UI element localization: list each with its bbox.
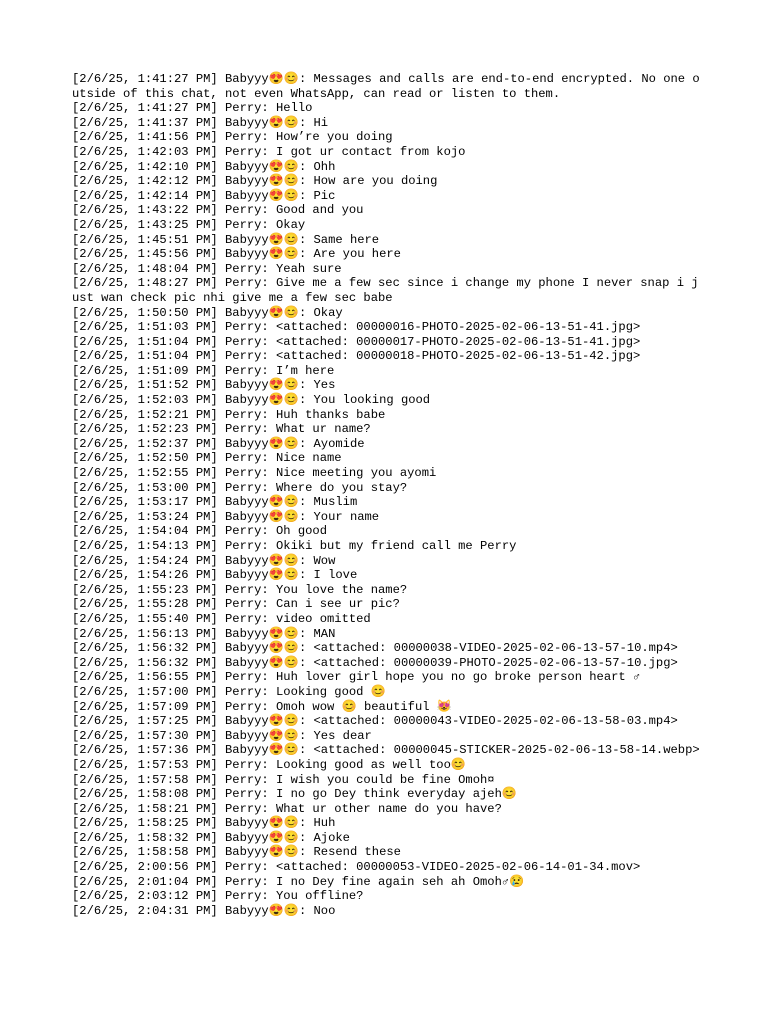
chat-line: [2/6/25, 1:56:13 PM] Babyyy😍😊: MAN — [72, 626, 336, 641]
chat-line: [2/6/25, 1:51:52 PM] Babyyy😍😊: Yes — [72, 378, 336, 393]
chat-line: [2/6/25, 1:56:32 PM] Babyyy😍😊: <attached: 00000039-PHOTO-2025-02-06-13-57-10.jpg> — [72, 655, 678, 670]
chat-line: [2/6/25, 1:42:10 PM] Babyyy😍😊: Ohh — [72, 159, 336, 174]
chat-line: [2/6/25, 1:48:04 PM] Perry: Yeah sure — [72, 261, 342, 276]
chat-line: [2/6/25, 1:52:50 PM] Perry: Nice name — [72, 451, 342, 466]
chat-line: [2/6/25, 1:56:55 PM] Perry: Huh lover girl hope you no go broke person heart ♂ — [72, 670, 641, 685]
chat-line: [2/6/25, 1:52:23 PM] Perry: What ur name? — [72, 422, 371, 437]
chat-line: [2/6/25, 1:58:32 PM] Babyyy😍😊: Ajoke — [72, 830, 350, 845]
chat-line: [2/6/25, 1:54:26 PM] Babyyy😍😊: I love — [72, 568, 358, 583]
chat-line: [2/6/25, 2:00:56 PM] Perry: <attached: 00000053-VIDEO-2025-02-06-14-01-34.mov> — [72, 860, 641, 875]
chat-line: [2/6/25, 1:57:00 PM] Perry: Looking good 😊 — [72, 684, 386, 699]
chat-line: [2/6/25, 1:58:58 PM] Babyyy😍😊: Resend these — [72, 845, 401, 860]
chat-line: [2/6/25, 1:53:17 PM] Babyyy😍😊: Muslim — [72, 495, 358, 510]
chat-line: [2/6/25, 1:58:21 PM] Perry: What ur other name do you have? — [72, 801, 502, 816]
chat-line: [2/6/25, 1:45:56 PM] Babyyy😍😊: Are you here — [72, 247, 401, 262]
chat-line: [2/6/25, 1:57:30 PM] Babyyy😍😊: Yes dear — [72, 728, 372, 743]
chat-line: [2/6/25, 1:42:14 PM] Babyyy😍😊: Pic — [72, 188, 336, 203]
chat-line: [2/6/25, 1:55:28 PM] Perry: Can i see ur pic? — [72, 597, 400, 612]
chat-line: [2/6/25, 1:57:58 PM] Perry: I wish you could be fine Omoh¤ — [72, 772, 495, 787]
chat-line: [2/6/25, 1:41:27 PM] Babyyy😍😊: Messages and calls are end-to-end encrypted. No one outside of this chat, not even WhatsApp, can read or listen to them. — [72, 72, 700, 101]
chat-line: [2/6/25, 1:52:55 PM] Perry: Nice meeting you ayomi — [72, 466, 437, 481]
chat-line: [2/6/25, 2:04:31 PM] Babyyy😍😊: Noo — [72, 903, 336, 918]
chat-line: [2/6/25, 1:53:00 PM] Perry: Where do you stay? — [72, 480, 408, 495]
chat-line: [2/6/25, 1:54:04 PM] Perry: Oh good — [72, 524, 327, 539]
chat-line: [2/6/25, 1:50:50 PM] Babyyy😍😊: Okay — [72, 305, 343, 320]
chat-line: [2/6/25, 1:51:04 PM] Perry: <attached: 00000018-PHOTO-2025-02-06-13-51-42.jpg> — [72, 349, 641, 364]
chat-line: [2/6/25, 1:52:03 PM] Babyyy😍😊: You looking good — [72, 393, 431, 408]
chat-line: [2/6/25, 1:43:25 PM] Perry: Okay — [72, 217, 306, 232]
chat-line: [2/6/25, 1:51:03 PM] Perry: <attached: 00000016-PHOTO-2025-02-06-13-51-41.jpg> — [72, 320, 641, 335]
chat-line: [2/6/25, 1:41:27 PM] Perry: Hello — [72, 101, 313, 116]
chat-line: [2/6/25, 1:56:32 PM] Babyyy😍😊: <attached: 00000038-VIDEO-2025-02-06-13-57-10.mp4> — [72, 641, 678, 656]
chat-line: [2/6/25, 1:52:37 PM] Babyyy😍😊: Ayomide — [72, 436, 365, 451]
chat-line: [2/6/25, 1:41:37 PM] Babyyy😍😊: Hi — [72, 115, 329, 130]
chat-line: [2/6/25, 1:53:24 PM] Babyyy😍😊: Your name — [72, 509, 380, 524]
chat-line: [2/6/25, 1:52:21 PM] Perry: Huh thanks babe — [72, 407, 386, 422]
chat-line: [2/6/25, 1:55:23 PM] Perry: You love the name? — [72, 582, 408, 597]
chat-line: [2/6/25, 1:54:13 PM] Perry: Okiki but my friend call me Perry — [72, 539, 517, 553]
chat-line: [2/6/25, 1:57:36 PM] Babyyy😍😊: <attached: 00000045-STICKER-2025-02-06-13-58-14.webp> — [72, 743, 700, 758]
chat-line: [2/6/25, 1:58:08 PM] Perry: I no go Dey think everyday ajeh😊 — [72, 787, 517, 802]
chat-line: [2/6/25, 1:57:53 PM] Perry: Looking good as well too😊 — [72, 757, 466, 772]
chat-line: [2/6/25, 1:51:09 PM] Perry: I’m here — [72, 363, 335, 378]
chat-line: [2/6/25, 1:43:22 PM] Perry: Good and you — [72, 203, 364, 218]
chat-line: [2/6/25, 1:42:12 PM] Babyyy😍😊: How are you doing — [72, 174, 438, 189]
chat-line: [2/6/25, 1:57:09 PM] Perry: Omoh wow 😊 beautiful 😻 — [72, 699, 452, 714]
chat-line: [2/6/25, 1:55:40 PM] Perry: video omitted — [72, 611, 371, 626]
chat-line: [2/6/25, 1:51:04 PM] Perry: <attached: 00000017-PHOTO-2025-02-06-13-51-41.jpg> — [72, 334, 641, 349]
chat-line: [2/6/25, 1:54:24 PM] Babyyy😍😊: Wow — [72, 553, 336, 568]
chat-line: [2/6/25, 2:01:04 PM] Perry: I no Dey fine again seh ah Omoh♂😢 — [72, 874, 525, 889]
chat-line: [2/6/25, 1:41:56 PM] Perry: How’re you doing — [72, 130, 393, 145]
chat-line: [2/6/25, 1:48:27 PM] Perry: Give me a few sec since i change my phone I never snap i just wan check pic nhi give me a few sec babe — [72, 276, 699, 305]
chat-line: [2/6/25, 1:45:51 PM] Babyyy😍😊: Same here — [72, 232, 380, 247]
chat-line: [2/6/25, 2:03:12 PM] Perry: You offline? — [72, 889, 364, 904]
chat-line: [2/6/25, 1:57:25 PM] Babyyy😍😊: <attached: 00000043-VIDEO-2025-02-06-13-58-03.mp4> — [72, 714, 678, 729]
chat-line: [2/6/25, 1:58:25 PM] Babyyy😍😊: Huh — [72, 816, 336, 831]
chat-transcript — [72, 72, 702, 918]
chat-line: [2/6/25, 1:42:03 PM] Perry: I got ur contact from kojo — [72, 144, 466, 159]
